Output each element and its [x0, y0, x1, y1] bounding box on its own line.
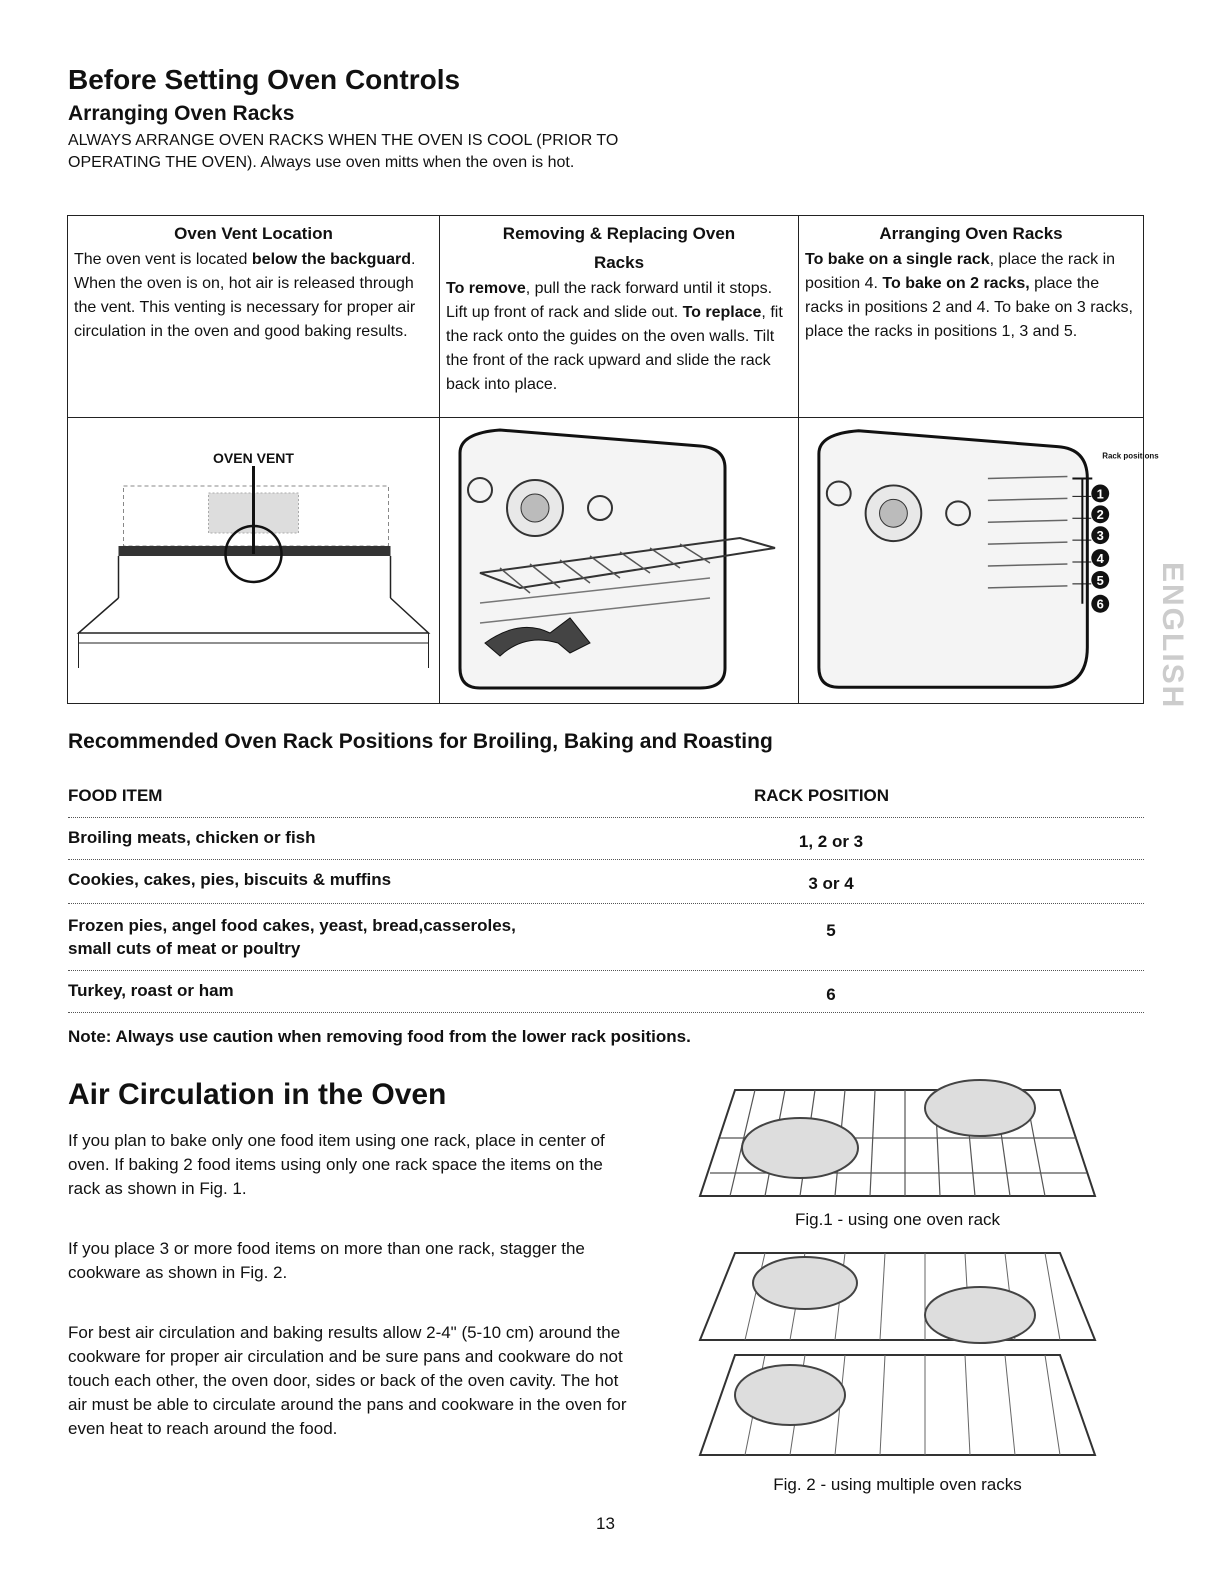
air-paragraph-2: If you place 3 or more food items on more than one rack, stagger the cookware as shown in Fig. 2. [68, 1239, 585, 1282]
rack-number-4: 4 [1096, 550, 1104, 566]
rack-positions-drawing [799, 418, 1159, 703]
info-cell-vent [68, 216, 440, 418]
remove-rack-drawing [440, 418, 798, 703]
one-rack-drawing [695, 1078, 1100, 1200]
row-position: 3 or 4 [808, 874, 854, 893]
body-text: . When the oven is on, hot air is released through the vent. This venting is necessary for proper air circulation in the oven and good baking results. [74, 251, 416, 340]
rack-number-2: 2 [1096, 507, 1104, 523]
remove-rack-illustration [440, 418, 799, 704]
section-title-arranging-racks: Arranging Oven Racks [68, 102, 295, 125]
column-heading-arranging: Arranging Oven Racks [879, 224, 1063, 243]
info-image-row [68, 418, 1144, 704]
rack-table-header [68, 786, 1144, 818]
row-position: 5 [826, 921, 836, 940]
figure-2 [695, 1245, 1100, 1495]
table-row [68, 904, 1144, 971]
header-food-item: FOOD ITEM [68, 786, 163, 805]
oven-vent-illustration [68, 418, 440, 704]
page-number: 13 [596, 1514, 615, 1533]
row-food: Turkey, roast or ham [68, 981, 234, 1000]
rack-positions-label: Rack positions [1102, 451, 1159, 461]
oven-racks-info-table [67, 215, 1159, 704]
multiple-racks-drawing [695, 1245, 1100, 1465]
emphasis-text: below the backguard [251, 251, 412, 268]
body-text: The oven vent is located [74, 251, 252, 268]
column-heading-vent: Oven Vent Location [174, 224, 333, 243]
header-rack-position: RACK POSITION [754, 786, 890, 805]
oven-vent-drawing [68, 418, 439, 703]
column-text-arranging [805, 248, 1137, 344]
row-food: Frozen pies, angel food cakes, yeast, bread,casseroles, small cuts of meat or poultry [68, 916, 516, 958]
info-text-row [68, 216, 1144, 418]
rack-number-1: 1 [1096, 486, 1104, 502]
body-text: , pull the rack forward until it stops. Lift up front of rack and slide out. [446, 280, 773, 321]
row-position: 6 [826, 985, 836, 1004]
info-cell-removing [440, 216, 799, 418]
row-food: Cookies, cakes, pies, biscuits & muffins [68, 870, 392, 889]
emphasis-text: To bake on a single rack [805, 251, 990, 268]
language-side-tab: ENGLISH [1156, 562, 1189, 710]
table-row [68, 818, 1144, 860]
table-row [68, 860, 1144, 904]
page-title: Before Setting Oven Controls [68, 64, 461, 95]
caution-note: Note: Always use caution when removing food from the lower rack positions. [68, 1027, 691, 1046]
rack-section-title: Recommended Oven Rack Positions for Broiling, Baking and Roasting [68, 730, 773, 753]
column-heading-removing: Removing & Replacing Oven Racks [502, 224, 736, 272]
info-cell-arranging [799, 216, 1144, 418]
air-circulation-title: Air Circulation in the Oven [68, 1078, 447, 1111]
rack-number-3: 3 [1096, 528, 1104, 544]
air-paragraph-3: For best air circulation and baking results allow 2-4" (5-10 cm) around the cookware for proper air circulation and be sure pans and cookware do not touch each other, the oven door, sides or back of the oven cavity. The hot air must be able to circulate around the pans and cookware in the oven for even heat to reach around the food. [68, 1323, 627, 1438]
emphasis-text: To replace [682, 304, 762, 321]
figure-1 [695, 1078, 1100, 1230]
row-position: 1, 2 or 3 [798, 832, 864, 851]
table-row [68, 971, 1144, 1013]
oven-vent-label: OVEN VENT [213, 450, 294, 466]
air-paragraph-1: If you plan to bake only one food item using one rack, place in center of oven. If baking 2 food items using only one rack space the items on the rack as shown in Fig. 1. [68, 1131, 605, 1198]
figure-1-caption: Fig.1 - using one oven rack [794, 1210, 1001, 1229]
emphasis-text: To remove [446, 280, 526, 297]
rack-positions-illustration [799, 418, 1159, 704]
column-text-removing [446, 277, 792, 397]
rack-number-5: 5 [1096, 572, 1104, 588]
body-text: , place the rack in position 4. [805, 251, 1116, 292]
column-text-vent [74, 248, 433, 344]
rack-position-table [68, 786, 1144, 1013]
intro-text: ALWAYS ARRANGE OVEN RACKS WHEN THE OVEN IS COOL (PRIOR TO OPERATING THE OVEN). Always use oven mitts when the oven is hot. [68, 132, 619, 171]
row-food: Broiling meats, chicken or fish [68, 828, 316, 847]
body-text: place the racks in positions 2 and 4. To bake on 3 racks, place the racks in positions 1, 3 and 5. [805, 275, 1133, 340]
figure-2-caption: Fig. 2 - using multiple oven racks [773, 1475, 1022, 1494]
emphasis-text: To bake on 2 racks, [882, 275, 1030, 292]
body-text: , fit the rack onto the guides on the oven walls. Tilt the front of the rack upward and slide the rack back into place. [446, 304, 783, 393]
rack-number-6: 6 [1096, 596, 1104, 612]
